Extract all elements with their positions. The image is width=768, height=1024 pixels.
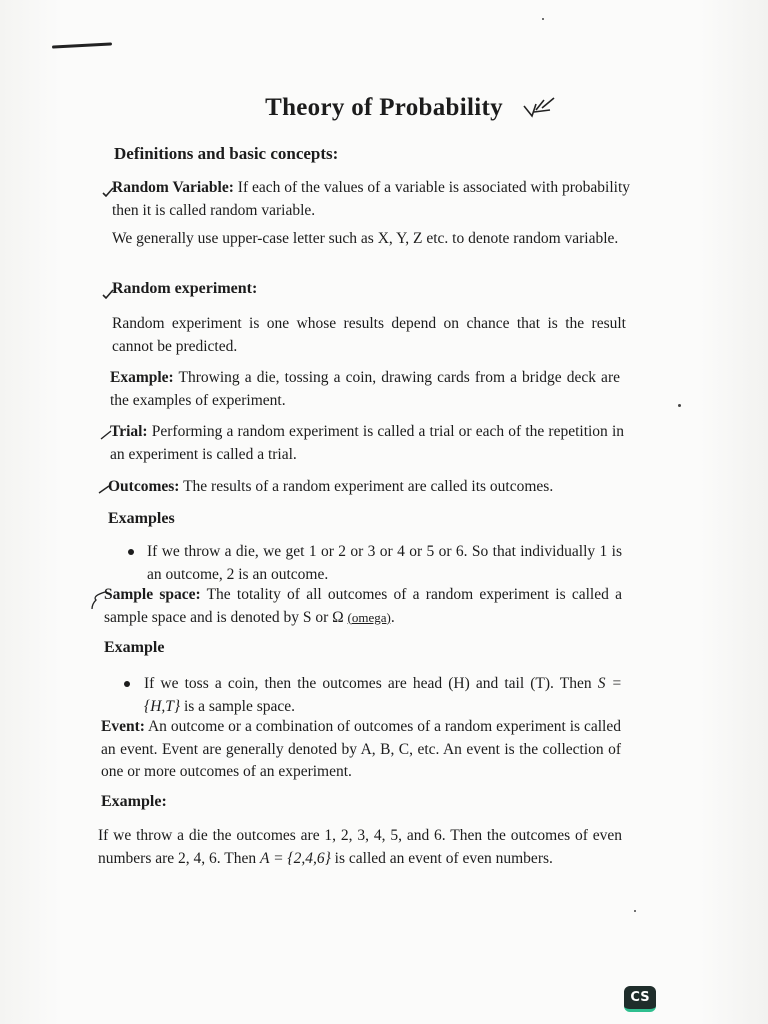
bullet-text-b: is a sample space.: [183, 697, 296, 715]
page-title: Theory of Probability: [265, 94, 503, 121]
omega-note: (omega): [347, 609, 391, 625]
sample-space-period: .: [390, 608, 395, 626]
outcomes-text: The results of a random experiment are called its outcomes.: [183, 478, 554, 495]
outcomes-definition: [108, 476, 628, 499]
section-heading: Definitions and basic concepts:: [114, 144, 339, 163]
random-experiment-definition: Random experiment is one whose results depend on chance that is the result cannot be predicted.: [112, 315, 626, 355]
handwritten-mark-icon: [522, 96, 558, 120]
trial-definition: [110, 421, 624, 466]
random-variable-definition: [112, 177, 630, 222]
random-variable-text: If each of the values of a variable is associated with probability then it is called random variable.: [112, 179, 630, 219]
scan-speck: [678, 404, 681, 407]
outcomes-term: Outcomes:: [108, 478, 180, 495]
random-variable-term: Random Variable:: [112, 179, 234, 196]
example-text: Throwing a die, tossing a coin, drawing cards from a bridge deck are the examples of experiment.: [110, 369, 620, 409]
event-formula: A = {2,4,6}: [260, 849, 331, 867]
event-text: An outcome or a combination of outcomes of a random experiment is called an event. Event are generally denoted by A, B, C, etc. An event is the collection of one or more outcomes of an experiment.: [101, 718, 621, 780]
outcomes-example-bullet: If we throw a die, we get 1 or 2 or 3 or 4 or 5 or 6. So that individually 1 is an outcome, 2 is an outcome.: [147, 543, 622, 583]
random-experiment-term: Random experiment:: [112, 280, 258, 297]
sample-space-term: Sample space:: [104, 586, 201, 603]
bullet-marker: [124, 681, 130, 687]
event-term: Event:: [101, 718, 145, 735]
sample-space-definition: [104, 584, 622, 629]
event-example-text-b: is called an event of even numbers.: [334, 849, 553, 867]
bullet-text-a: If we toss a coin, then the outcomes are head (H) and tail (T). Then: [144, 675, 592, 692]
scan-speck: [542, 18, 544, 20]
random-experiment-example: [110, 367, 620, 412]
trial-term: Trial:: [110, 423, 148, 440]
sample-space-text: The totality of all outcomes of a random experiment is called a sample space and is denoted by S or Ω: [104, 586, 622, 626]
sample-space-formula: S = {H,T}: [144, 675, 623, 715]
scan-speck: [634, 910, 636, 912]
random-variable-note: We generally use upper-case letter such as X, Y, Z etc. to denote random variable.: [112, 230, 619, 247]
sample-space-example-label: Example: [104, 639, 165, 656]
camscanner-logo: CS: [624, 986, 656, 1012]
bullet-marker: [128, 549, 134, 555]
event-example: [98, 825, 622, 870]
outcomes-examples-label: Examples: [108, 510, 175, 527]
example-label: Example:: [110, 369, 174, 386]
sample-space-example-bullet: [144, 673, 622, 718]
event-example-text-a: If we throw a die the outcomes are 1, 2, 3, 4, 5, and 6. Then the outcomes of even numbers are 2, 4, 6. Then: [98, 827, 622, 867]
event-definition: [101, 716, 621, 784]
event-example-label: Example:: [101, 793, 167, 810]
trial-text: Performing a random experiment is called a trial or each of the repetition in an experiment is called a trial.: [110, 423, 625, 463]
